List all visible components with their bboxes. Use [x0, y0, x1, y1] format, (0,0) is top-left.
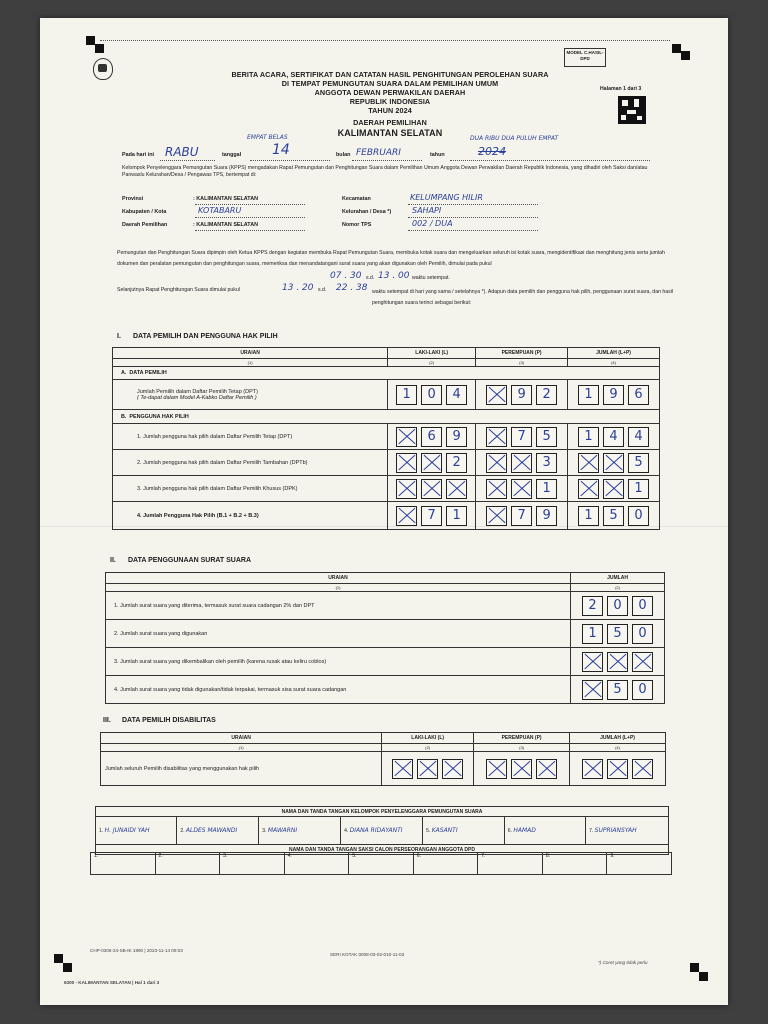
crossed-out-digit-box	[578, 479, 599, 499]
digit-box-group	[388, 479, 475, 499]
section3-title: DATA PEMILIH DISABILITAS	[122, 717, 216, 724]
tahun-words: DUA RIBU DUA PULUH EMPAT	[470, 135, 559, 142]
crossed-out-digit-box	[632, 652, 653, 672]
registration-mark	[86, 36, 95, 45]
bulan-label: bulan	[336, 152, 351, 158]
time-start-2: 13 . 20	[282, 283, 314, 293]
signature-name: HAMAD	[513, 827, 536, 834]
page-info: Halaman 1 dari 3	[600, 86, 642, 92]
section3-number: III.	[103, 717, 111, 724]
digit-box-group	[388, 385, 475, 405]
digit-box-group	[476, 479, 567, 499]
digit-box: 5	[603, 506, 624, 526]
kpps-signature-cell	[341, 817, 423, 845]
crossed-out-digit-box	[396, 479, 417, 499]
table-row: 2. Jumlah surat suara yang digunakan 1 5 0	[106, 620, 665, 648]
time-sd-2: s.d.	[318, 287, 327, 293]
registration-mark	[699, 972, 708, 981]
table-row: 3. Jumlah surat suara yang dikembalikan oleh pemilih (karena rusak atau keliru coblos)	[106, 648, 665, 676]
digit-box: 1	[582, 624, 603, 644]
digit-box: 6	[628, 385, 649, 405]
page-footer: 6300 - KALIMANTAN SELATAN | Hal 1 dari 3	[64, 980, 160, 985]
saksi-signature-cell: 9.	[607, 853, 672, 875]
pada-hari-ini-label: Pada hari ini	[122, 152, 155, 158]
signature-name: DIANA RIDAYANTI	[349, 827, 403, 834]
kpps-signature-cell	[177, 817, 259, 845]
crossed-out-digit-box	[486, 759, 507, 779]
signature-name: MAWARNI	[267, 827, 298, 834]
digit-box: 0	[628, 506, 649, 526]
digit-box-group	[568, 479, 659, 499]
table-row: 4. Jumlah surat suara yang tidak digunakan/tidak terpakai, termasuk sisa surat suara cadangan 5 0	[106, 676, 665, 704]
kelurahan-value: SAHAPI	[412, 206, 442, 215]
signature-number: 4.	[344, 828, 350, 834]
saksi-signature-cell: 8.	[542, 853, 607, 875]
kecamatan-value: KELUMPANG HILIR	[410, 193, 483, 202]
saksi-signature-cell: 1.	[91, 853, 156, 875]
crossed-out-digit-box	[486, 506, 507, 526]
digit-box: 7	[421, 506, 442, 526]
crossed-out-digit-box	[582, 652, 603, 672]
digit-box: 2	[446, 453, 467, 473]
section2-table: URAIAN JUMLAH (1) (2) 1. Jumlah surat suara yang diterima, termasuk surat suara cadangan 2% dan DPT 2 0 0 2. Jumlah surat suara yang digunakan 1 5 0 3. Jumlah surat suara yang dikembalikan oleh pemilih (karena rusak atau keliru coblos) 4. Jumlah surat suara yang tidak digunakan/tidak terpakai, termasuk sisa surat suara cadangan 5 0	[105, 572, 665, 704]
signature-number: 7.	[589, 828, 595, 834]
body-paragraph-2-end: waktu setempat di hari yang sama / setelahnya *). Adapun data pemilih dan pengguna hak pilih, penggunaan surat suara, dan hasil penghitungan suara terinci sebagai berikut:	[372, 289, 674, 306]
table-row: Jumlah Pemilih dalam Daftar Pemilih Tetap (DPT) ( Te-dapat dalam Model A-Kabko Daftar Pemilih ) 1 0 4 9 2 1 9 6	[113, 380, 660, 410]
footer-left-code: CHP-0306-24-SB-IK 1990 | 2023-11-14 09:03	[90, 948, 183, 953]
crossed-out-digit-box	[511, 453, 532, 473]
digit-box-group	[570, 759, 665, 779]
digit-box: 2	[536, 385, 557, 405]
section1-number: I.	[117, 333, 121, 340]
section2-title: DATA PENGGUNAAN SURAT SUARA	[128, 557, 252, 564]
table-row: 1. Jumlah surat suara yang diterima, termasuk surat suara cadangan 2% dan DPT 2 0 0	[106, 592, 665, 620]
section2-number: II.	[110, 557, 116, 564]
digit-box: 4	[446, 385, 467, 405]
digit-box: 1	[396, 385, 417, 405]
time-sd: s.d.	[366, 275, 375, 281]
kabupaten-label: Kabupaten / Kota	[122, 209, 167, 215]
digit-box: 1	[578, 385, 599, 405]
digit-box: 6	[421, 427, 442, 447]
dapil-value: : KALIMANTAN SELATAN	[193, 222, 258, 228]
crossed-out-digit-box	[511, 759, 532, 779]
digit-box: 4	[603, 427, 624, 447]
digit-box: 1	[536, 479, 557, 499]
tanggal-label: tanggal	[222, 152, 242, 158]
intro-text: Kelompok Penyelenggara Pemungutan Suara (KPPS) mengadakan Rapat Pemungutan dan Penghitungan Suara dalam Pemilihan Umum Anggota Dewan Perwakilan Daerah Republik Indonesia, yang dihadiri oleh Saksi dan/atau Panwaslu Kelurahan/Desa / Pengawas TPS, bertempat di:	[122, 165, 648, 178]
tanggal-words: EMPAT BELAS	[247, 134, 288, 141]
crossed-out-digit-box	[446, 479, 467, 499]
digit-box-group	[476, 453, 567, 473]
footer-note: *) Coret yang tidak perlu	[598, 960, 648, 965]
registration-mark	[672, 44, 681, 53]
digit-box: 4	[628, 427, 649, 447]
table-row: Jumlah seluruh Pemilih disabilitas yang menggunakan hak pilih	[101, 752, 666, 786]
digit-box-group	[571, 652, 664, 672]
kelurahan-label: Kelurahan / Desa *)	[342, 209, 392, 215]
section1-title: DATA PEMILIH DAN PENGGUNA HAK PILIH	[133, 333, 278, 340]
kpps-signature-cell	[586, 817, 669, 845]
digit-box-group	[388, 453, 475, 473]
crossed-out-digit-box	[421, 453, 442, 473]
crossed-out-digit-box	[603, 453, 624, 473]
section1-table: URAIAN LAKI-LAKI (L) PEREMPUAN (P) JUMLAH (L+P) (1) (2) (3) (4) A. DATA PEMILIH Jumlah Pemilih dalam Daftar Pemilih Tetap (DPT) ( Te-dapat dalam Model A-Kabko Daftar Pemilih ) 1 0 4 9 2 1 9 6 B. PENGGUNA HAK PILIH 1. Jumlah pengguna hak pilih dalam Daftar Pemilih Tetap (DPT) 6 9 7 5 1 4 4 2. Jumlah pengguna hak pilih dalam Daftar Pemilih Tambahan (DPTb) 2 3 5 3. Jumlah pengguna hak pilih dalam Daftar Pemilih Khusus (DPK) 1 1 4. Jumlah Pengguna Hak Pilih (B.1 + B.2 + B.3) 7 1 7 9 1 5 0	[112, 347, 660, 530]
digit-box: 9	[511, 385, 532, 405]
digit-box: 5	[607, 624, 628, 644]
crossed-out-digit-box	[486, 479, 507, 499]
crossed-out-digit-box	[603, 479, 624, 499]
crossed-out-digit-box	[486, 385, 507, 405]
footer-center-code: SERI KOTAK 0008-03-02-010-11-03	[330, 952, 405, 957]
qr-code-icon	[618, 96, 646, 124]
digit-box: 1	[578, 427, 599, 447]
saksi-signature-cell: 6.	[413, 853, 478, 875]
kpps-signature-cell	[96, 817, 177, 845]
crossed-out-digit-box	[511, 479, 532, 499]
digit-box-group	[388, 427, 475, 447]
dapil-label: Daerah Pemilihan	[122, 222, 168, 228]
signature-name: SUPRIANSYAH	[594, 827, 637, 834]
registration-mark	[690, 963, 699, 972]
digit-box-group	[382, 759, 473, 779]
tanggal-value: 14	[272, 142, 290, 158]
digit-box: 0	[632, 624, 653, 644]
table-row: 1. Jumlah pengguna hak pilih dalam Daftar Pemilih Tetap (DPT) 6 9 7 5 1 4 4	[113, 424, 660, 450]
time-end: 13 . 00	[378, 271, 410, 281]
signature-number: 1.	[99, 828, 105, 834]
crossed-out-digit-box	[578, 453, 599, 473]
digit-box-group	[476, 427, 567, 447]
crossed-out-digit-box	[582, 680, 603, 700]
crossed-out-digit-box	[486, 427, 507, 447]
signature-number: 2.	[180, 828, 186, 834]
kpps-signature-cell	[259, 817, 341, 845]
saksi-signature-cell: 7.	[478, 853, 543, 875]
digit-box: 0	[632, 680, 653, 700]
digit-box-group	[568, 427, 659, 447]
registration-mark	[95, 44, 104, 53]
saksi-signature-cell: 5.	[349, 853, 414, 875]
crossed-out-digit-box	[632, 759, 653, 779]
crossed-out-digit-box	[392, 759, 413, 779]
time-end-2: 22 . 38	[336, 283, 368, 293]
digit-box: 0	[632, 596, 653, 616]
kpps-signature-table: NAMA DAN TANDA TANGAN KELOMPOK PENYELENGGARA PEMUNGUTAN SUARA 1. H. JUNAIDI YAH 2. ALDES MAWANDI 3. MAWARNI 4. DIANA RIDAYANTI 5. KASANTI 6. HAMAD 7. SUPRIANSYAH NAMA DAN TANDA TANGAN SAKSI CALON PERSEORANGAN ANGGOTA DPD	[95, 806, 669, 855]
region-block: DAERAH PEMILIHAN KALIMANTAN SELATAN	[337, 118, 443, 138]
crossed-out-digit-box	[607, 759, 628, 779]
bulan-value: FEBRUARI	[356, 148, 401, 158]
section3-table: URAIAN LAKI-LAKI (L) PEREMPUAN (P) JUMLAH (L+P) (1) (2) (3) (4) Jumlah seluruh Pemilih disabilitas yang menggunakan hak pilih	[100, 732, 666, 786]
crossed-out-digit-box	[442, 759, 463, 779]
form-title: BERITA ACARA, SERTIFIKAT DAN CATATAN HASIL PENGHITUNGAN PEROLEHAN SUARA DI TEMPAT PEMUNGUTAN SUARA DALAM PEMILIHAN UMUM ANGGOTA DEWAN PERWAKILAN DAERAH REPUBLIK INDONESIA TAHUN 2024	[231, 70, 549, 115]
saksi-signature-cell: 2.	[155, 853, 220, 875]
digit-box: 9	[603, 385, 624, 405]
table-row: 2. Jumlah pengguna hak pilih dalam Daftar Pemilih Tambahan (DPTb) 2 3 5	[113, 450, 660, 476]
crossed-out-digit-box	[582, 759, 603, 779]
provinsi-label: Provinsi	[122, 196, 144, 202]
kabupaten-value: KOTABARU	[198, 206, 242, 215]
table-row: 3. Jumlah pengguna hak pilih dalam Daftar Pemilih Khusus (DPK) 1 1	[113, 476, 660, 502]
registration-mark	[681, 51, 690, 60]
signature-name: ALDES MAWANDI	[185, 827, 238, 834]
signature-number: 5.	[426, 828, 432, 834]
saksi-signature-table	[90, 852, 672, 875]
waktu-setempat: waktu setempat.	[412, 275, 450, 281]
digit-box: 5	[536, 427, 557, 447]
tahun-value: 2024	[478, 145, 506, 158]
kpu-logo-icon	[93, 58, 113, 80]
crossed-out-digit-box	[486, 453, 507, 473]
crossed-out-digit-box	[396, 453, 417, 473]
digit-box-group	[568, 453, 659, 473]
digit-box-group	[568, 385, 659, 405]
body-paragraph-1: Pemungutan dan Penghitungan Suara dipimpin oleh Ketua KPPS dengan kegiatan membuka Rapat Pemungutan Suara, membuka kotak suara dan mengeluarkan seluruh isi kotak suara, mengidentifikasi dan menghitung jenis serta jumlah dokumen dan peralatan pemungutan dan penghitungan suara, memeriksa dan menandatangani surat suara yang akan digunakan oleh Pemilih, dimulai pada pukul	[117, 250, 665, 267]
saksi-signature-cell: 3.	[220, 853, 285, 875]
digit-box: 9	[446, 427, 467, 447]
digit-box-group	[571, 596, 664, 616]
digit-box: 1	[446, 506, 467, 526]
signature-name: KASANTI	[431, 827, 458, 834]
saksi-signature-cell: 4.	[284, 853, 349, 875]
digit-box: 0	[421, 385, 442, 405]
digit-box-group	[571, 624, 664, 644]
digit-box-group	[568, 506, 659, 526]
digit-box: 5	[628, 453, 649, 473]
kpps-signature-cell	[423, 817, 505, 845]
digit-box-group	[474, 759, 569, 779]
signature-name: H. JUNAIDI YAH	[104, 827, 150, 834]
registration-mark	[54, 954, 63, 963]
digit-box: 1	[628, 479, 649, 499]
digit-box-group	[388, 506, 475, 526]
kecamatan-label: Kecamatan	[342, 196, 371, 202]
digit-box: 0	[607, 596, 628, 616]
table-row: 4. Jumlah Pengguna Hak Pilih (B.1 + B.2 + B.3) 7 1 7 9 1 5 0	[113, 502, 660, 530]
signature-number: 6.	[507, 828, 514, 834]
digit-box: 2	[582, 596, 603, 616]
digit-box-group	[476, 385, 567, 405]
signature-number: 3.	[262, 828, 268, 834]
day-value: RABU	[165, 145, 199, 159]
crossed-out-digit-box	[417, 759, 438, 779]
crossed-out-digit-box	[607, 652, 628, 672]
crossed-out-digit-box	[396, 506, 417, 526]
crossed-out-digit-box	[536, 759, 557, 779]
digit-box: 3	[536, 453, 557, 473]
body-paragraph-2: Selanjutnya Rapat Penghitungan Suara dimulai pukul	[117, 287, 240, 293]
digit-box-group	[476, 506, 567, 526]
digit-box: 9	[536, 506, 557, 526]
kpps-signature-cell	[504, 817, 585, 845]
top-dotted-border	[100, 40, 670, 41]
crossed-out-digit-box	[421, 479, 442, 499]
tahun-label: tahun	[430, 152, 445, 158]
model-box: MODEL C.HASIL-DPD	[564, 48, 606, 67]
digit-box-group	[571, 680, 664, 700]
registration-mark	[63, 963, 72, 972]
digit-box: 7	[511, 427, 532, 447]
digit-box: 1	[578, 506, 599, 526]
digit-box: 7	[511, 506, 532, 526]
time-start: 07 . 30	[330, 271, 362, 281]
provinsi-value: : KALIMANTAN SELATAN	[193, 196, 258, 202]
digit-box: 5	[607, 680, 628, 700]
tps-label: Nomor TPS	[342, 222, 372, 228]
tps-value: 002 / DUA	[412, 219, 453, 228]
crossed-out-digit-box	[396, 427, 417, 447]
